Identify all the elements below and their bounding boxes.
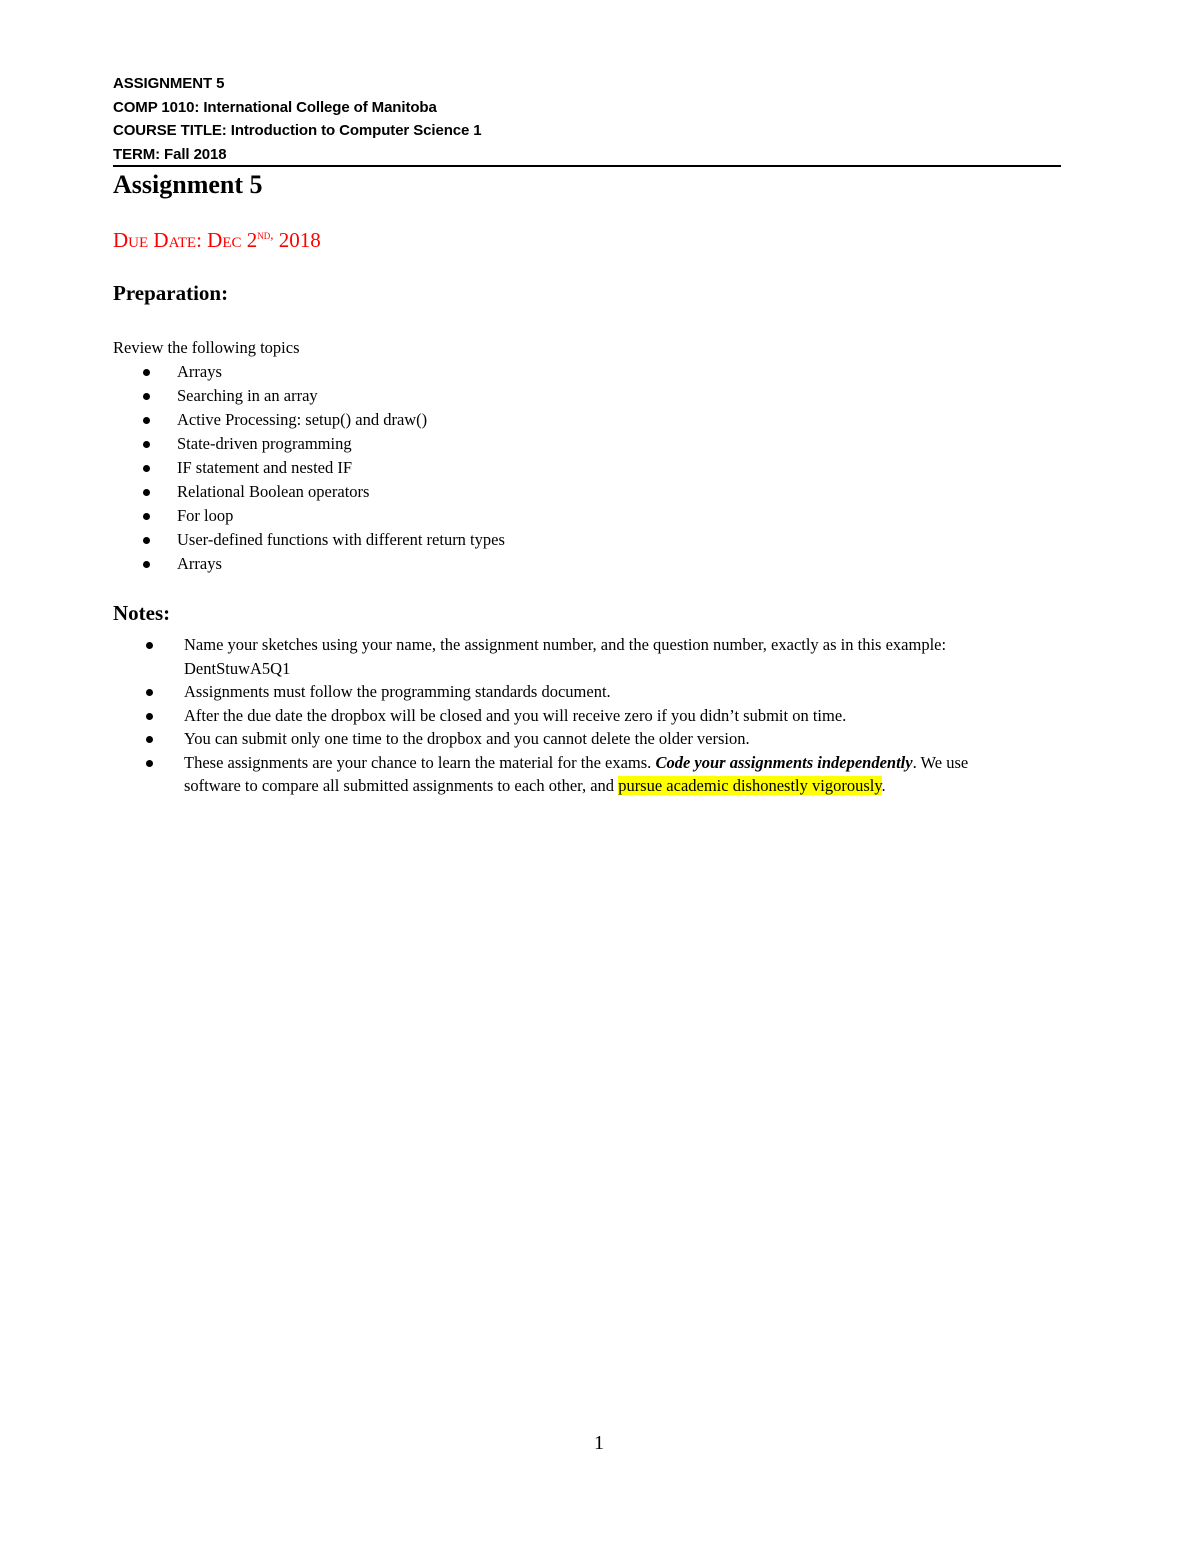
note-emphasis: Code your assignments independently (655, 752, 913, 772)
page-title: Assignment 5 (113, 170, 263, 199)
header-course-title: COURSE TITLE: Introduction to Computer Science 1 (113, 122, 482, 139)
bullet-icon (143, 465, 150, 472)
note-highlight: pursue academic dishonestly vigorously (618, 776, 882, 795)
bullet-icon (143, 513, 150, 520)
list-item (0, 552, 505, 576)
list-item (0, 480, 505, 504)
document-header (113, 72, 482, 166)
note-text: After the due date the dropbox will be closed and you will receive zero if you didn’t submit on time. (184, 705, 847, 725)
bullet-icon (143, 417, 150, 424)
topic-text: Active Processing: setup() and draw() (177, 410, 428, 429)
topic-text: IF statement and nested IF (177, 458, 353, 477)
list-item (0, 727, 1014, 751)
list-item (0, 633, 1014, 680)
note-text: Assignments must follow the programming standards document. (184, 682, 611, 701)
due-date-label: Due Date: Dec 2 (113, 228, 258, 252)
list-item (0, 704, 1014, 728)
notes-heading: Notes: (113, 601, 171, 625)
header-assignment: ASSIGNMENT 5 (113, 75, 225, 92)
topic-text: Arrays (177, 362, 222, 381)
note-text: You can submit only one time to the dropbox and you cannot delete the older version. (184, 729, 750, 748)
list-item (0, 528, 505, 552)
bullet-icon (143, 489, 150, 496)
topics-list (0, 360, 505, 576)
preparation-heading: Preparation: (113, 281, 229, 305)
note-text: . (881, 776, 886, 795)
list-item (0, 751, 1014, 798)
header-course: COMP 1010: International College of Manitoba (113, 98, 437, 116)
list-item (0, 384, 505, 408)
bullet-icon (143, 393, 150, 400)
topic-text: State-driven programming (177, 434, 352, 453)
bullet-icon (146, 642, 153, 649)
note-text: . We use software to compare all submitted assignments to each other, and (184, 752, 969, 795)
bullet-icon (146, 736, 153, 743)
list-item (0, 360, 505, 384)
bullet-icon (146, 713, 153, 720)
list-item (0, 432, 505, 456)
page-number: 1 (594, 1432, 604, 1454)
bullet-icon (143, 537, 150, 544)
list-item (0, 504, 505, 528)
note-text: Name your sketches using your name, the assignment number, and the question number, exactly as in this example: DentStuwA5Q1 (184, 635, 947, 678)
due-date (113, 226, 321, 254)
bullet-icon (143, 561, 150, 568)
bullet-icon (143, 369, 150, 376)
note-text: These assignments are your chance to learn the material for the exams. (184, 752, 656, 772)
bullet-icon (146, 760, 153, 767)
bullet-icon (143, 441, 150, 448)
topic-text: User-defined functions with different return types (177, 530, 505, 549)
topic-text: For loop (177, 506, 234, 525)
topic-text: Searching in an array (177, 386, 318, 405)
due-date-suffix: nd, (257, 227, 274, 242)
list-item (0, 408, 505, 432)
notes-list (0, 633, 1080, 798)
header-term: TERM: Fall 2018 (113, 145, 227, 163)
due-date-year: 2018 (273, 228, 321, 252)
list-item (0, 680, 1014, 704)
header-divider (113, 165, 1061, 167)
topic-text: Arrays (177, 554, 222, 573)
topic-text: Relational Boolean operators (177, 482, 370, 501)
list-item (0, 456, 505, 480)
preparation-intro: Review the following topics (113, 338, 300, 357)
bullet-icon (146, 689, 153, 696)
